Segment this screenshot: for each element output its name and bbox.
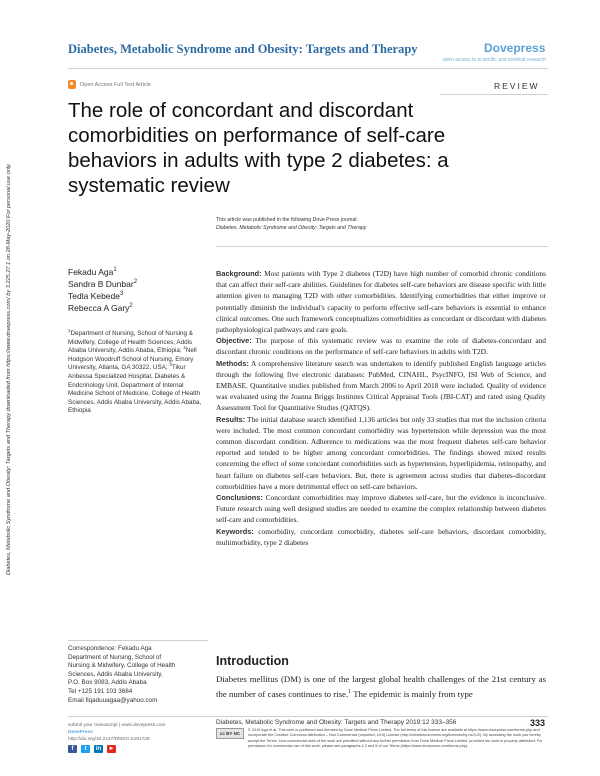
abstract-objective: Objective: The purpose of this systematic review was to examine the role of diabetes-concordant and discordant chronic conditions on the performance of self-care behaviors in adults with T2D. — [216, 336, 546, 357]
publication-note — [216, 216, 366, 232]
facebook-icon[interactable]: f — [68, 745, 77, 753]
twitter-icon[interactable]: t — [81, 745, 90, 753]
publication-note-line1: This article was published in the following Dove Press journal: — [216, 217, 358, 223]
author-list — [68, 266, 137, 314]
correspondence-email[interactable]: Email fiqaduuagaa@yahoo.com — [68, 696, 158, 704]
abstract-keywords: Keywords: comorbidity, concordant comorbidity, diabetes self-care behaviors, discordant comorbidity, multimorbidity, type 2 diabetes — [216, 526, 546, 547]
doi-link[interactable]: http://doi.org/10.2147/DMSO.S191728 — [68, 737, 150, 742]
social-links — [68, 745, 198, 753]
affiliations: $^1$Department of Nursing, School of Nursing & Midwifery, College of Health Sciences, Addis Ababa University, Addis Ababa, Ethiopia; $^2$Nell Hodgson Woodruff School of Nursing, Emory University, Atlanta, GA 30322, USA; $^3$Tikur Anbessa Specialized Hospital, Diabetes & Endcrinology Unit, Department of Internal Medicine School of Medicine, College of Health Sciences, Addis Ababa University, Addis Ababa, Ethiopia — [68, 327, 202, 415]
affiliation-3: Tikur Anbessa Specialized Hospital, Diabetes & Endcrinology Unit, Department of Internal Medicine School of Medicine, College of Health Sciences, Addis Ababa University, Addis Ababa, Ethiopia — [68, 364, 202, 415]
abstract-results: Results: The initial database search identified 1,136 articles but only 33 studies that met the inclusion criteria were included. The most common concordant comorbidity was hypertension while depression was the most common discordant condition. Adherence to medications was the most frequent diabetes self-care behavior reported and tended to be higher among concordant comorbidities. The findings showed mixed results concerning the effect of some concordant comorbidities such as hypertension, hyperlipidemia, retinopathy, and heart failure on diabetes self-care behaviors. But, there is agreement across studies that diabetes-discordant comorbidities have a more detrimental effect on self-care behaviors. — [216, 414, 546, 491]
affiliation-2: Nell Hodgson Woodruff School of Nursing, Emory University, Atlanta, GA 30322, USA; — [68, 347, 197, 372]
header-divider — [68, 68, 548, 69]
introduction-text: Diabetes mellitus (DM) is one of the largest global health challenges of the 21st century as the number of cases continues to rise.$^1$ The epidemic is mainly from type — [216, 674, 546, 699]
introduction-heading: Introduction — [216, 654, 289, 668]
correspondence-divider — [68, 640, 208, 641]
license-block — [216, 728, 546, 750]
article-type: REVIEW — [494, 81, 540, 91]
cc-license-icon[interactable]: cc BY NC — [216, 728, 244, 739]
affiliation-1: Department of Nursing, School of Nursing & Midwifery, College of Health Sciences, Addis Ababa University, Addis Ababa, Ethiopia; — [68, 330, 193, 355]
author: Sandra B Dunbar$^2$ — [68, 279, 137, 289]
author: Tedla Kebede$^3$ — [68, 291, 124, 301]
youtube-icon[interactable]: ► — [108, 746, 115, 752]
abstract-conclusions: Conclusions: Concordant comorbidities may improve diabetes self-care, but the evidence is inconclusive. Future research using well designed studies are needed to examine the complex relationship between diabetes self-care and comorbidities. — [216, 493, 546, 525]
publication-note-line2: Diabetes, Metabolic Syndrome and Obesity: Targets and Therapy — [216, 225, 367, 231]
side-note-text: Diabetes, Metabolic Syndrome and Obesity: Targets and Therapy downloaded from https://www.dovepress.com/ by 3.225.27.1 on 28-May-2020 For personal use only. — [6, 163, 12, 575]
abstract — [216, 268, 546, 548]
footer-brand: DovePress — [68, 730, 93, 735]
page-number: 333 — [530, 718, 546, 728]
download-side-note — [6, 95, 36, 575]
footer-left — [68, 722, 198, 753]
article-type-divider — [440, 94, 548, 95]
open-access-text: Open Access Full Text Article — [80, 81, 151, 88]
open-access-label — [68, 80, 151, 89]
brand-tagline: open access to scientific and medical research — [442, 57, 546, 63]
abstract-background: Background: Most patients with Type 2 diabetes (T2D) have high number of comorbid chronic conditions that can affect their self-care abilities. Guidelines for diabetes self-care behaviors are disease specific with little attention given to managing T2D with other comorbidities. Identifying comorbidities that either improve or potentially diminish the individual's capacity to perform effective self-care behaviors is essential to enhance clinical outcomes. One such framework conceptualizes comorbidities as concordant or discordant with diabetes pathophysiological pathways and care goals. — [216, 269, 546, 335]
license-text: © 2019 Aga et al. This work is published and licensed by Dove Medical Press Limited. The full terms of this license are available at https://www.dovepress.com/terms.php and incorporate the Creative Commons Attribution – Non Commercial (unported, v3.0) License (http://creativecommons.org/licenses/by-nc/3.0/). By accessing the work you hereby accept the Terms. Non-commercial uses of the work are permitted without any further permission from Dove Medical Press Limited, provided the work is properly attributed. For permission for commercial use of this work, please see paragraphs 4.2 and 5 of our Terms (https://www.dovepress.com/terms.php). — [248, 728, 543, 749]
article-title: The role of concordant and discordant comorbidities on performance of self-care behaviors in adults with type 2 diabetes: a systematic review — [68, 99, 449, 197]
linkedin-icon[interactable]: in — [95, 746, 102, 752]
abstract-methods: Methods: A comprehensive literature search was undertaken to identify published English language articles through the following five electronic databases: PubMed, CINAHL, PsycINFO, ISI Web of Science, and EMBASE. Quantitative studies published from March 2006 to April 2018 were included. Quality of evidence was evaluated using the Joanna Briggs Institutes Critical Appraisal Tools (JBI-CAT) and rated using Quality Assessment Tool for Quantitative Studies (QATQS). — [216, 358, 546, 413]
correspondence: Correspondence: Fekadu Aga Department of Nursing, School of Nursing & Midwifery, College of Health Sciences, Addis Ababa University, P.O. Box 9083, Addis Ababa Tel +125 191 103 3684 Email fiqaduuagaa@yahoo.com — [68, 645, 208, 705]
dovepress-logo[interactable]: Dovepress — [484, 41, 546, 55]
citation-line: Diabetes, Metabolic Syndrome and Obesity: Targets and Therapy 2019:12 333–356 — [216, 719, 457, 726]
footer-divider — [68, 716, 548, 717]
publication-divider — [216, 246, 548, 247]
author: Fekadu Aga$^1$ — [68, 267, 117, 277]
submit-manuscript-link[interactable]: submit your manuscript | www.dovepress.com — [68, 723, 166, 728]
journal-title: Diabetes, Metabolic Syndrome and Obesity: Targets and Therapy — [68, 42, 418, 56]
author: Rebecca A Gary$^2$ — [68, 303, 133, 313]
open-access-lock-icon — [68, 80, 76, 89]
